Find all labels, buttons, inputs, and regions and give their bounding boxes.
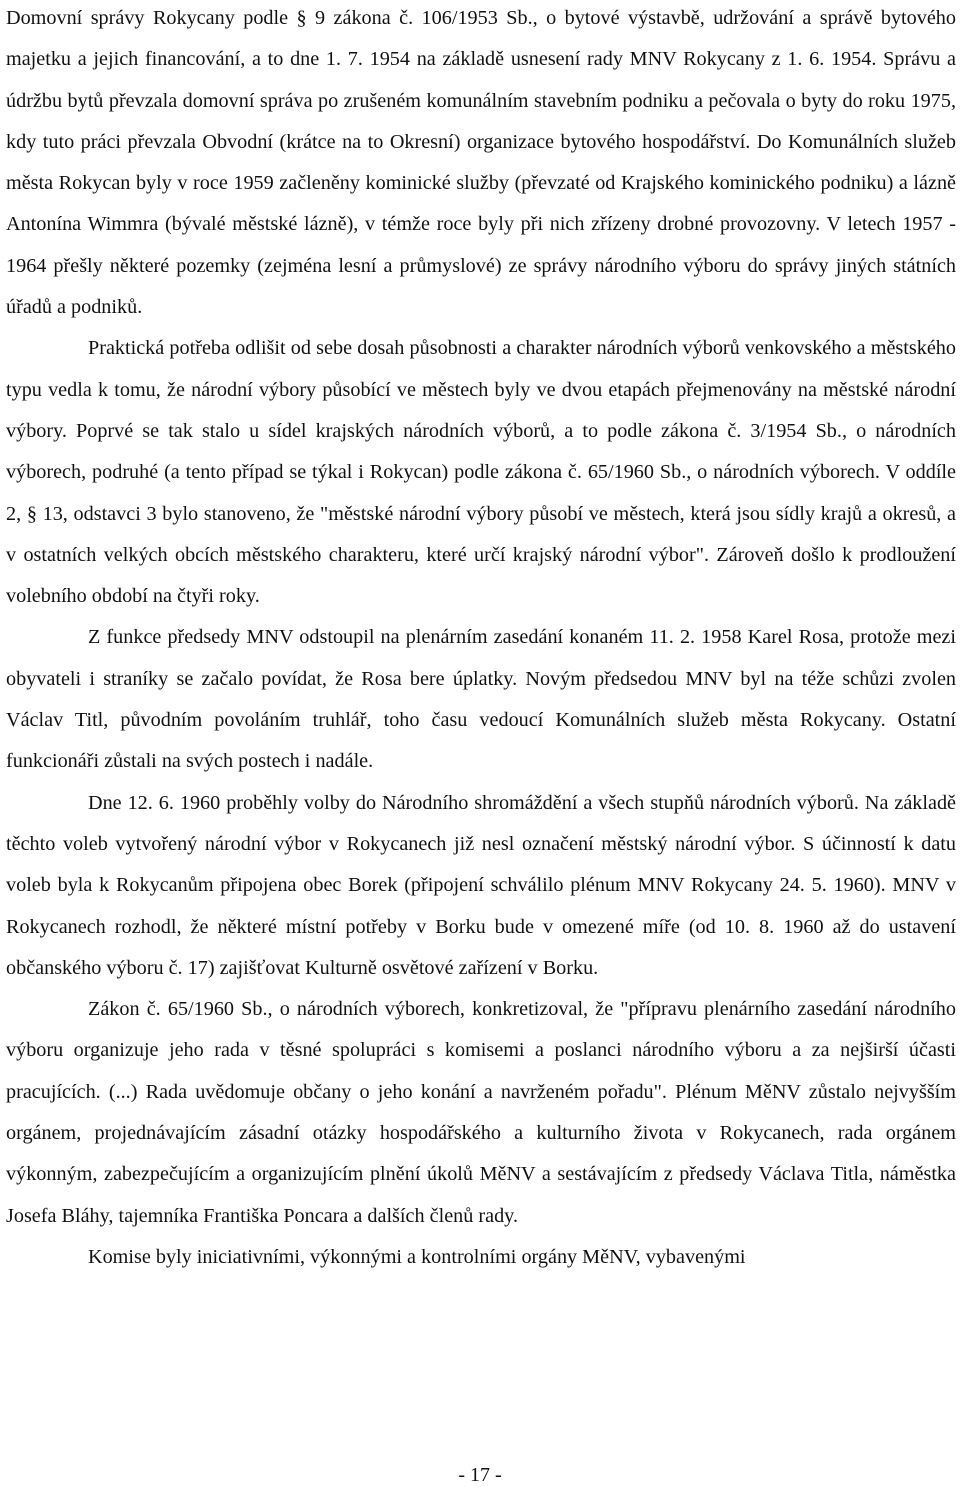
paragraph-komise: Komise byly iniciativními, výkonnými a kontrolními orgány MěNV, vybavenými bbox=[88, 1245, 746, 1268]
paragraph-zakon-65-1960: Zákon č. 65/1960 Sb., o národních výborech, konkretizoval, že "přípravu plenárního zasedání národního výboru organizuje jeho rada v těsné spolupráci s komisemi a poslanci národního výboru a za nejširší účasti pracujících. (...) Rada uvědomuje občany o jeho konání a navrženém pořadu". Plénum MěNV zůstalo nejvyšším orgánem, projednávajícím zásadní otázky hospodářského a kulturního života v Rokycanech, rada orgánem výkonným, zabezpečujícím a organizujícím plnění úkolů MěNV a sestávajícím z předsedy Václava Titla, náměstka Josefa Bláhy, tajemníka Františka Poncara a dalších členů rady. bbox=[6, 998, 956, 1227]
page-number: - 17 - bbox=[458, 1464, 502, 1486]
paragraph-domovni-spravy: Domovní správy Rokycany podle § 9 zákona č. 106/1953 Sb., o bytové výstavbě, udržování a správě bytového majetku a jejich financování, a to dne 1. 7. 1954 na základě usnesení rady MNV Rokycany z 1. 6. 1954. Správu a údržbu bytů převzala domovní správa po zrušeném komunálním stavebním podniku a pečovala o byty do roku 1975, kdy tuto práci převzala Obvodní (krátce na to Okresní) organizace bytového hospodářství. Do Komunálních služeb města Rokycan byly v roce 1959 začleněny kominické služby (převzaté od Krajského kominického podniku) a lázně Antonína Wimmra (bývalé městské lázně), v témže roce byly při nich zřízeny drobné provozovny. V letech 1957 - 1964 přešly některé pozemky (zejména lesní a průmyslové) ze správy národního výboru do správy jiných státních úřadů a podniků. bbox=[6, 7, 956, 319]
paragraph-volby-1960: Dne 12. 6. 1960 proběhly volby do Národního shromáždění a všech stupňů národních výborů. Na základě těchto voleb vytvořený národní výbor v Rokycanech již nesl označení městský národní výbor. S účinností k datu voleb byla k Rokycanům připojena obec Borek (připojení schválilo plénum MNV Rokycany 24. 5. 1960). MNV v Rokycanech rozhodl, že některé místní potřeby v Borku bude v omezené míře (od 10. 8. 1960 až do ustavení občanského výboru č. 17) zajišťovat Kulturně osvětové zařízení v Borku. bbox=[6, 791, 956, 979]
paragraph-predseda-mnv: Z funkce předsedy MNV odstoupil na plenárním zasedání konaném 11. 2. 1958 Karel Rosa, protože mezi obyvateli i straníky se začalo povídat, že Rosa bere úplatky. Novým předsedou MNV byl na téže schůzi zvolen Václav Titl, původním povoláním truhlář, toho času vedoucí Komunálních služeb města Rokycany. Ostatní funkcionáři zůstali na svých postech i nadále. bbox=[6, 626, 956, 773]
paragraph-mestske-narodni-vybory: Praktická potřeba odlišit od sebe dosah působnosti a charakter národních výborů venkovského a městského typu vedla k tomu, že národní výbory působící ve městech byly ve dvou etapách přejmenovány na městské národní výbory. Poprvé se tak stalo u sídel krajských národních výborů, a to podle zákona č. 3/1954 Sb., o národních výborech, podruhé (a tento případ se týkal i Rokycan) podle zákona č. 65/1960 Sb., o národních výborech. V oddíle 2, § 13, odstavci 3 bylo stanoveno, že "městské národní výbory působí ve městech, která jsou sídly krajů a okresů, a v ostatních velkých obcích městského charakteru, které určí krajský národní výbor". Zároveň došlo k prodloužení volebního období na čtyři roky. bbox=[6, 337, 956, 608]
document-page bbox=[6, 0, 956, 1278]
